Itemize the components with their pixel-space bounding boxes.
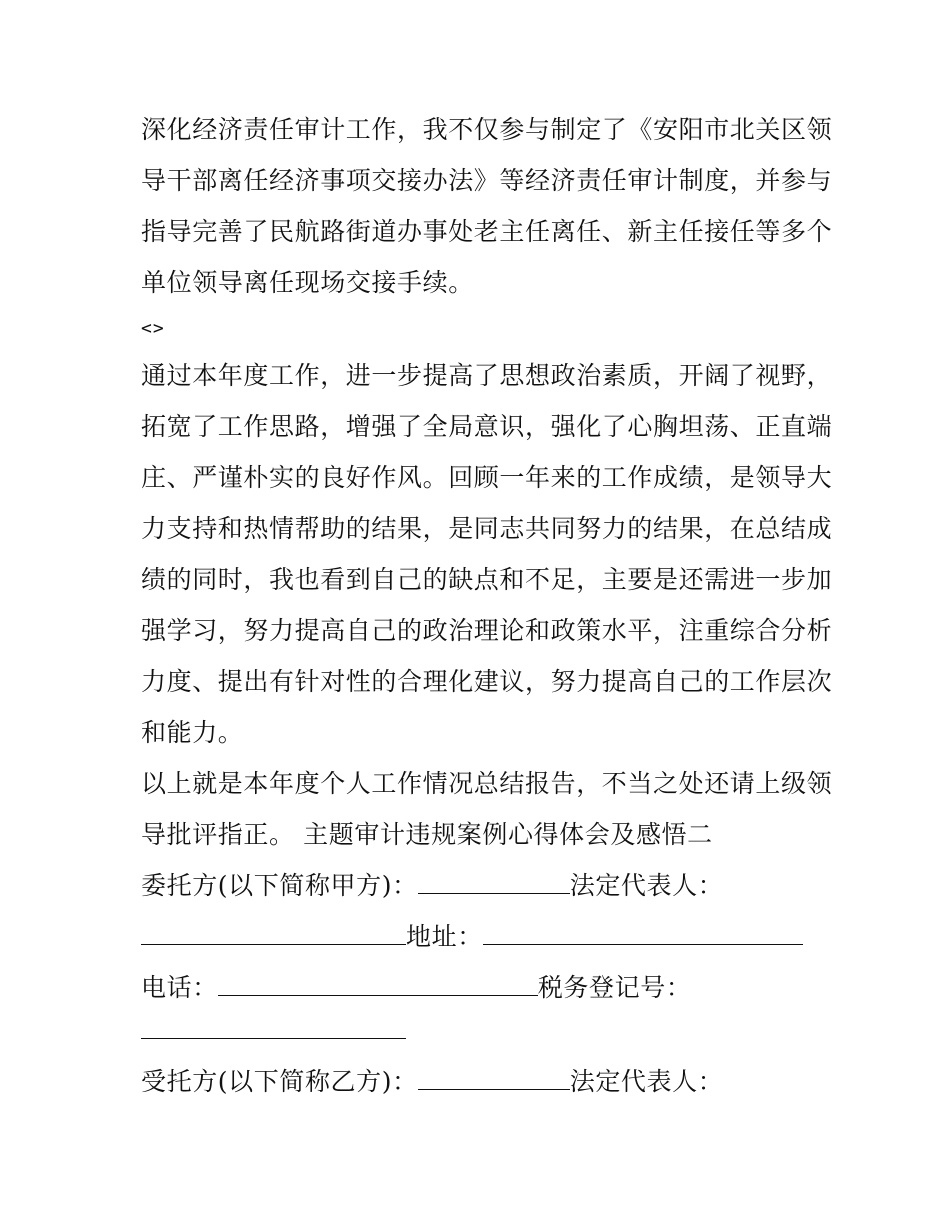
form-row-agent	[141, 1065, 723, 1099]
form-row-phone	[141, 971, 691, 1005]
agent-legal-rep-label: 法定代表人：	[569, 1067, 724, 1096]
address-label: 地址：	[406, 922, 483, 951]
tax-reg-blank	[141, 1014, 406, 1039]
agent-name-blank	[418, 1065, 570, 1090]
legal-rep-blank	[141, 920, 406, 945]
paragraph1-line-1: 深化经济责任审计工作，我不仅参与制定了《安阳市北关区领	[141, 115, 833, 144]
paragraph3-line-2: 导批评指正。 主题审计违规案例心得体会及感悟二	[141, 820, 713, 849]
form-row-client	[141, 869, 723, 903]
legal-rep-label: 法定代表人：	[569, 871, 724, 900]
section-marker: <>	[141, 318, 165, 339]
paragraph2-line-7: 力度、提出有针对性的合理化建议，努力提高自己的工作层次	[141, 667, 833, 696]
tax-reg-label: 税务登记号：	[537, 973, 692, 1002]
paragraph2-line-3: 庄、严谨朴实的良好作风。回顾一年来的工作成绩，是领导大	[141, 463, 833, 492]
paragraph1-line-4: 单位领导离任现场交接手续。	[141, 268, 474, 297]
paragraph2-line-1: 通过本年度工作，进一步提高了思想政治素质，开阔了视野，	[141, 361, 833, 390]
paragraph1-line-3: 指导完善了民航路街道办事处老主任离任、新主任接任等多个	[141, 217, 833, 246]
address-blank	[483, 920, 803, 945]
agent-label: 受托方(以下简称乙方)：	[141, 1067, 418, 1096]
paragraph2-line-5: 绩的同时，我也看到自己的缺点和不足，主要是还需进一步加	[141, 565, 833, 594]
phone-blank	[218, 971, 538, 996]
paragraph3-line-1: 以上就是本年度个人工作情况总结报告，不当之处还请上级领	[141, 769, 833, 798]
paragraph2-line-4: 力支持和热情帮助的结果，是同志共同努力的结果，在总结成	[141, 514, 833, 543]
form-row-address	[141, 920, 803, 954]
form-row-tax-blank	[141, 1014, 406, 1048]
paragraph2-line-2: 拓宽了工作思路，增强了全局意识，强化了心胸坦荡、正直端	[141, 412, 833, 441]
client-label: 委托方(以下简称甲方)：	[141, 871, 418, 900]
phone-label: 电话：	[141, 973, 218, 1002]
client-name-blank	[418, 869, 570, 894]
paragraph2-line-6: 强学习，努力提高自己的政治理论和政策水平，注重综合分析	[141, 616, 833, 645]
paragraph1-line-2: 导干部离任经济事项交接办法》等经济责任审计制度，并参与	[141, 166, 833, 195]
paragraph2-line-8: 和能力。	[141, 718, 244, 747]
